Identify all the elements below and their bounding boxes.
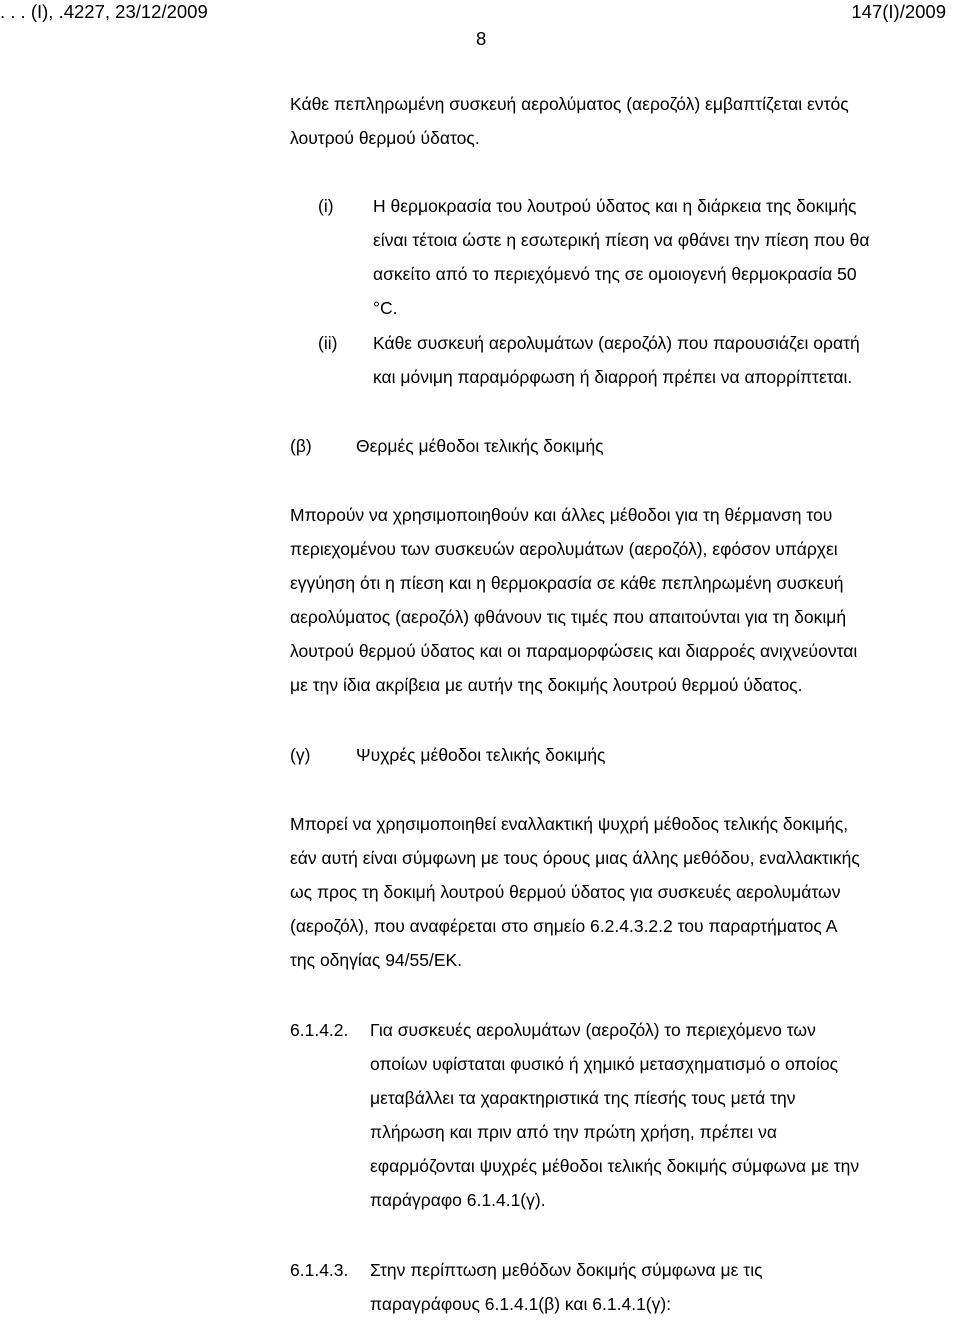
text-line: Για συσκευές αερολυμάτων (αεροζόλ) το περιεχόμενο των [370, 1020, 816, 1040]
clause-6142-marker: 6.1.4.2. [290, 1020, 349, 1040]
text-line: λουτρού θερμού ύδατος. [290, 128, 480, 148]
text-line: οποίων υφίσταται φυσικό ή χημικό μετασχηματισμό ο οποίος [370, 1054, 839, 1074]
text-line: παράγραφο 6.1.4.1(γ). [370, 1190, 546, 1210]
text-line: Μπορούν να χρησιμοποιηθούν και άλλες μέθοδοι για τη θέρμανση του [290, 505, 833, 525]
text-line: Κάθε συσκευή αερολυμάτων (αεροζόλ) που παρουσιάζει ορατή [373, 333, 860, 353]
page-number: 8 [476, 28, 487, 49]
item-i-text [373, 189, 870, 325]
text-line: °C. [373, 298, 398, 318]
text-line: Κάθε πεπληρωμένη συσκευή αερολύματος (αεροζόλ) εμβαπτίζεται εντός [290, 94, 849, 114]
text-line: Η θερμοκρασία του λουτρού ύδατος και η διάρκεια της δοκιμής [373, 196, 857, 216]
text-line: με την ίδια ακρίβεια με αυτήν της δοκιμής λουτρού θερμού ύδατος. [290, 675, 803, 695]
law-number: 147(I)/2009 [851, 1, 946, 22]
clause-6142-text [370, 1013, 859, 1217]
text-line: και μόνιμη παραμόρφωση ή διαρροή πρέπει να απορρίπτεται. [373, 367, 853, 387]
text-line: εφαρμόζονται ψυχρές μέθοδοι τελικής δοκιμής σύμφωνα με την [370, 1156, 860, 1176]
text-line: ως προς τη δοκιμή λουτρού θερμού ύδατος για συσκευές αερολυμάτων [290, 882, 841, 902]
section-g-title: Ψυχρές μέθοδοι τελικής δοκιμής [356, 745, 606, 765]
section-g-paragraph [290, 807, 860, 977]
text-line: παραγράφους 6.1.4.1(β) και 6.1.4.1(γ): [370, 1294, 672, 1314]
text-line: Στην περίπτωση μεθόδων δοκιμής σύμφωνα με τις [370, 1260, 763, 1280]
text-line: αερολύματος (αεροζόλ) φθάνουν τις τιμές που απαιτούνται για τη δοκιμή [290, 607, 847, 627]
text-line: ασκείτο από το περιεχόμενό της σε ομοιογενή θερμοκρασία 50 [373, 264, 857, 284]
text-line: πλήρωση και πριν από την πρώτη χρήση, πρέπει να [370, 1122, 777, 1142]
text-line: (αεροζόλ), που αναφέρεται στο σημείο 6.2.4.3.2.2 του παραρτήματος Α [290, 916, 838, 936]
intro-paragraph [290, 87, 849, 155]
item-ii-marker: (ii) [318, 333, 338, 353]
clause-6143-text [370, 1253, 763, 1321]
item-ii-text [373, 326, 860, 394]
section-g-marker: (γ) [290, 745, 311, 765]
text-line: μεταβάλλει τα χαρακτηριστικά της πίεσής τους μετά την [370, 1088, 796, 1108]
clause-6143-marker: 6.1.4.3. [290, 1260, 349, 1280]
text-line: περιεχομένου των συσκευών αερολυμάτων (αεροζόλ), εφόσον υπάρχει [290, 539, 838, 559]
section-b-paragraph [290, 498, 857, 702]
text-line: είναι τέτοια ώστε η εσωτερική πίεση να φθάνει την πίεση που θα [373, 230, 870, 250]
section-b-marker: (β) [290, 436, 312, 456]
text-line: λουτρού θερμού ύδατος και οι παραμορφώσεις και διαρροές ανιχνεύονται [290, 641, 858, 661]
section-b-title: Θερμές μέθοδοι τελικής δοκιμής [356, 436, 604, 456]
text-line: της οδηγίας 94/55/ΕΚ. [290, 950, 463, 970]
header-reference: . . . (Ι), .4227, 23/12/2009 [0, 1, 208, 22]
text-line: εγγύηση ότι η πίεση και η θερμοκρασία σε κάθε πεπληρωμένη συσκευή [290, 573, 844, 593]
item-i-marker: (i) [318, 196, 334, 216]
text-line: Μπορεί να χρησιμοποιηθεί εναλλακτική ψυχρή μέθοδος τελικής δοκιμής, [290, 814, 849, 834]
text-line: εάν αυτή είναι σύμφωνη με τους όρους μιας άλλης μεθόδου, εναλλακτικής [290, 848, 860, 868]
